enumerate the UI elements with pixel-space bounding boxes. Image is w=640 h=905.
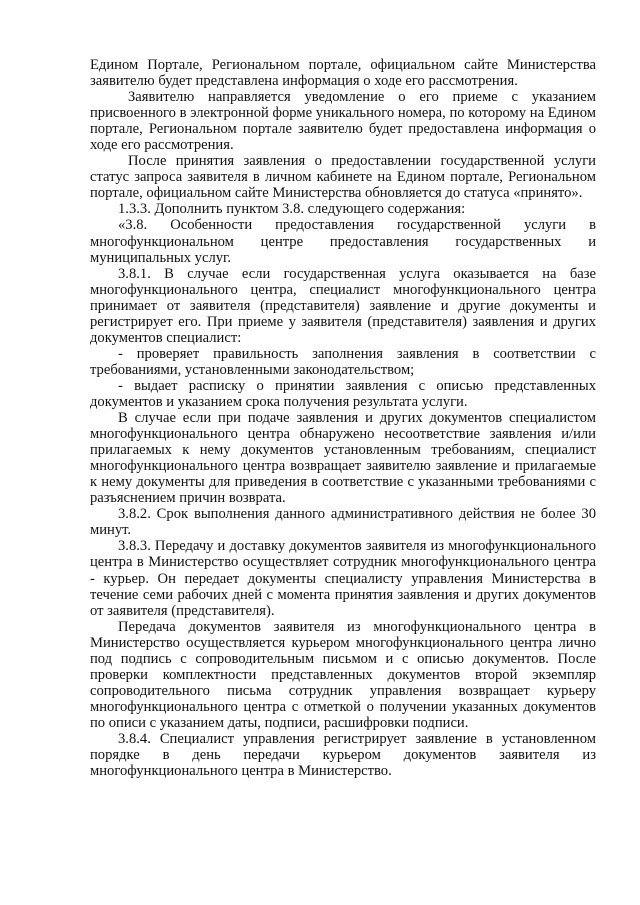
paragraph-3-8: «3.8. Особенности предоставления государственной услуги в многофункциональном центре предоставления государственных и муниципальных услуг. — [90, 217, 596, 266]
paragraph-1-3-3: 1.3.3. Дополнить пунктом 3.8. следующего содержания: — [118, 201, 466, 218]
paragraph-3-8-4: 3.8.4. Специалист управления регистрирует заявление в установленном порядке в день передачи курьером документов заявителя из многофункционального центра в Министерство. — [90, 730, 596, 780]
document-page — [90, 57, 596, 779]
paragraph-3-8-3: 3.8.3. Передачу и доставку документов заявителя из многофункционального центра в Министерство осуществляет сотрудник многофункционального центра - курьер. Он передает документы специалисту управления Министерства в течение семи рабочих дней с момента принятия заявления и других документов от заявителя (представителя). — [90, 538, 596, 619]
paragraph-notification: Заявителю направляется уведомление о его приеме с указанием присвоенного в электронной форме уникального номера, по которому на Едином портале, Региональном портале заявителю будет предоставлена информация о ходе его рассмотрения. — [90, 89, 596, 154]
list-item-check: - проверяет правильность заполнения заявления в соответствии с требованиями, установленными законодательством; — [90, 345, 596, 378]
paragraph-3-8-2: 3.8.2. Срок выполнения данного административного действия не более 30 минут. — [90, 506, 596, 539]
paragraph-portal-info: Едином Портале, Региональном портале, официальном сайте Министерства заявителю будет представлена информация о ходе его рассмотрения. — [90, 57, 596, 90]
list-item-receipt: - выдает расписку о принятии заявления с описью представленных документов и указанием срока получения результата услуги. — [90, 377, 596, 410]
paragraph-return: В случае если при подаче заявления и других документов специалистом многофункционального центра обнаружено несоответствие заявления и/или прилагаемых к нему документов установленным требованиям, специалист многофункционального центра возвращает заявителю заявление и прилагаемые к нему документы для приведения в соответствие с указанными требованиями с разъяснением причин возврата. — [90, 410, 596, 507]
paragraph-courier-transfer: Передача документов заявителя из многофункционального центра в Министерство осуществляется курьером многофункционального центра лично под подпись с сопроводительным письмом и с описью документов. После проверки комплектности представленных документов второй экземпляр сопроводительного письма сотрудник управления возвращает курьеру многофункционального центра с отметкой о получении указанных документов по описи с указанием даты, подписи, расшифровки подписи. — [90, 618, 596, 731]
paragraph-status-accepted: После принятия заявления о предоставлении государственной услуги статус запроса заявителя в личном кабинете на Едином портале, Региональном портале, официальном сайте Министерства обновляется до статуса «принято». — [90, 153, 596, 202]
paragraph-3-8-1: 3.8.1. В случае если государственная услуга оказывается на базе многофункционального центра, специалист многофункционального центра принимает от заявителя (представителя) заявление и другие документы и регистрирует его. При приеме у заявителя (представителя) заявления и других документов специалист: — [90, 265, 596, 346]
